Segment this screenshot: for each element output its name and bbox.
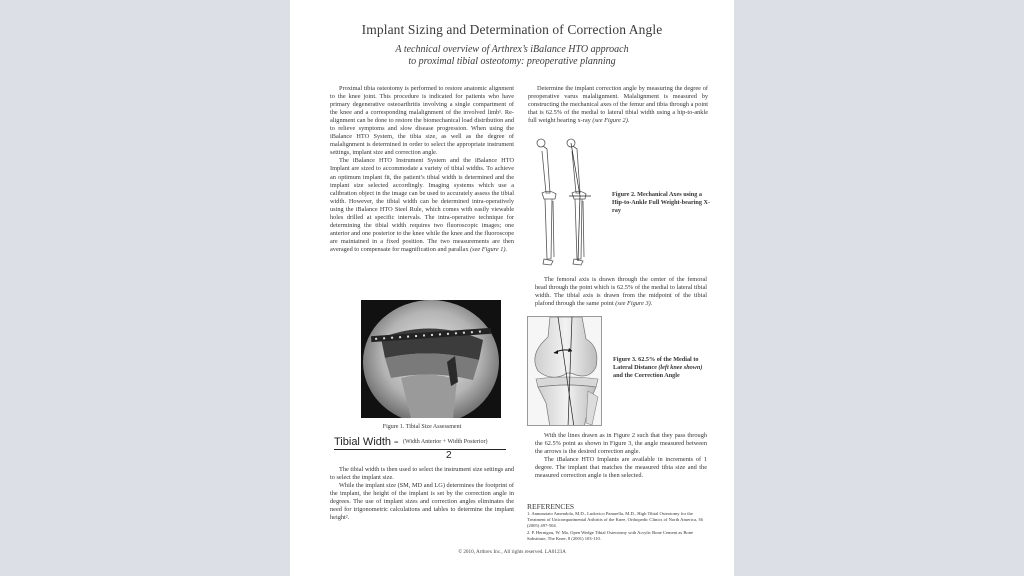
figure2-leg-axes-drawing [533, 137, 595, 269]
reference-item: 1. Annunziato Amendola, M.D., Ludovico Panarella, M.D., High Tibial Osteotomy for the Treatment of Unicompartmental Arthritis of the Knee, Orthopedic Clinics of North America, 36 (2005) 497-504. [527, 511, 703, 528]
formula-numerator: (Width Anterior + Width Posterior) [403, 439, 488, 445]
left-paragraph-2-text: The iBalance HTO Instrument System and the iBalance HTO Implant are sized to accommodate a variety of tibial widths. To achieve an optimum implant fit, the patient’s tibial width is determined and the implant size selected accordingly. Imaging systems which use a calibration object in the image can be used to accurately assess the tibial width. However, the tibial width can be determined intra-operatively using the iBalance HTO Steel Rule, which comes with easily viewable holes drilled at specific intervals. The intra-operative technique for determining the tibial width requires two fluoroscopic images; one anterior and one posterior to the knee while the knee and the fluoroscope are maintained in a fixed position. The two measurements are then averaged to compensate for magnification and parallax [330, 157, 514, 253]
formula-denominator: 2 [446, 450, 452, 461]
figure3-reference: (see Figure 3). [615, 300, 653, 308]
subtitle-line-1: A technical overview of Arthrex’s iBalance HTO approach [395, 44, 629, 55]
right-paragraph-1 [528, 85, 708, 125]
right-column-text-lower [535, 432, 707, 480]
left-paragraph-3: The tibial width is then used to select the instrument size settings and to select the implant size. [330, 466, 514, 482]
figure3-knee-illustration [527, 316, 602, 426]
right-paragraph-2 [535, 276, 707, 308]
left-paragraph-2 [330, 157, 514, 254]
references-list [527, 511, 707, 543]
subtitle-line-2: to proximal tibial osteotomy: preoperative planning [408, 56, 616, 67]
reference-item: 2. P. Hernigou, W. Ma, Open Wedge Tibial Osteotomy with Acrylic Bone Cement as Bone Substitute, The Knee, 8 (2001) 103-110. [527, 529, 694, 541]
document-page [290, 0, 734, 576]
right-paragraph-3: With the lines drawn as in Figure 2 such that they pass through the 62.5% point as shown in Figure 3, the angle measured between the arrows is the desired correction angle. [535, 432, 707, 456]
leg-bones-graphic [533, 137, 595, 269]
figure2-caption: Figure 2. Mechanical Axes using a Hip-to-Ankle Full Weight-bearing X-ray [612, 191, 711, 214]
right-paragraph-1-text: Determine the implant correction angle by measuring the degree of preoperative varus malalignment. Malalignment is measured by constructing the mechanical axes of the femur and tibia through a point that is 62.5% of the medial to lateral tibial width using a hip-to-ankle full weight bearing x-ray [528, 85, 708, 125]
right-paragraph-4: The iBalance HTO Implants are available in increments of 1 degree. The implant that matches the measured tibia size and the measured correction angle is then selected. [535, 456, 707, 480]
left-column-text-lower [330, 466, 514, 522]
right-paragraph-2-text: The femoral axis is drawn through the center of the femoral head through the point which is 62.5% of the medial to lateral tibial width. The tibial axis is drawn from the midpoint of the tibial plafond through the same point [535, 276, 707, 308]
formula-equals: = [394, 438, 399, 447]
right-column-text-middle [535, 276, 707, 308]
page-title: Implant Sizing and Determination of Correction Angle [361, 22, 663, 37]
page-subtitle [290, 44, 734, 68]
references-heading: REFERENCES [527, 502, 575, 511]
figure3-caption [613, 356, 709, 380]
page-footer: © 2010, Arthrex Inc., All rights reserved. LA0123A [458, 549, 566, 555]
left-paragraph-4: While the implant size (SM, MD and LG) determines the footprint of the implant, the height of the implant is set by the correction angle in degrees. The use of implant sizes and correction angles eliminates the need for trigonometric calculations and tables to determine the implant height². [330, 482, 514, 522]
figure1-reference: (see Figure 1). [470, 245, 508, 253]
figure3-caption-c: and the Correction Angle [613, 372, 680, 379]
formula-fraction-bar [334, 449, 506, 450]
fluoroscopy-xray-graphic [361, 300, 501, 418]
figure3-caption-a: Figure 3. 62.5% of the Medial to Lateral Distance [613, 356, 699, 371]
formula-lhs: Tibial Width [334, 436, 392, 448]
figure3-caption-b: (left knee shown) [658, 364, 703, 371]
left-paragraph-1: Proximal tibia osteotomy is performed to restore anatomic alignment to the knee joint. This procedure is indicated for patients who have primary degenerative osteoarthritis involving a single compartment of the knee and a corresponding malalignment of the involved limb¹. Re-alignment can be done to restore the biomechanical load distribution and to relieve symptoms and slow disease progression. When using the iBalance HTO System, the tibia size, as well as the degree of malalignment is determined in order to select the appropriate instrument settings, implant size and correction angle. [330, 85, 514, 157]
knee-joint-graphic [528, 317, 602, 426]
left-column-text [330, 85, 514, 254]
figure1-caption: Figure 1. Tibial Size Assessment [382, 424, 462, 430]
right-column-text [528, 85, 708, 125]
figure2-reference: (see Figure 2). [592, 117, 630, 125]
figure1-fluoroscopy-image [361, 300, 501, 418]
tibial-width-formula [334, 436, 514, 464]
